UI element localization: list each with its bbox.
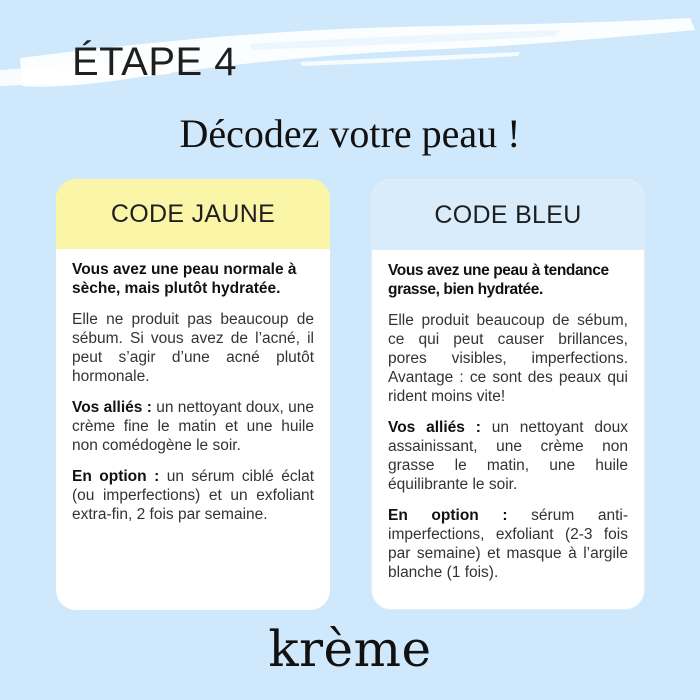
allies-label: Vos alliés : — [72, 399, 152, 416]
option-text: un sérum ciblé éclat (ou imperfections) et un exfoliant extra-fin, 2 fois par semaine. — [72, 468, 314, 523]
allies-text: un nettoyant doux assainissant, une crème non grasse le matin, une huile équilibrante le soir. — [388, 419, 628, 493]
card-option — [72, 467, 314, 524]
card-header: CODE JAUNE — [56, 179, 330, 249]
allies-label: Vos alliés : — [388, 419, 481, 436]
card-body — [372, 250, 644, 582]
card-header: CODE BLEU — [372, 180, 644, 250]
card-option — [388, 506, 628, 582]
option-text: sérum anti-imperfections, exfoliant (2-3 fois par semaine) et masque à l’argile blanche (1 fois). — [388, 507, 628, 581]
option-label: En option : — [388, 507, 508, 524]
option-label: En option : — [72, 468, 160, 485]
page-headline: Décodez votre peau ! — [179, 111, 521, 156]
card-allies — [388, 418, 628, 494]
card-intro: Vous avez une peau à tendance grasse, bien hydratée. — [388, 262, 609, 298]
allies-text: un nettoyant doux, une crème fine le matin et une huile non comédogène le soir. — [72, 399, 314, 454]
card-description: Elle ne produit pas beaucoup de sébum. Si vous avez de l’acné, il peut s’agir d’une acné plutôt hormonale. — [72, 311, 314, 385]
brand-logo: krème — [268, 620, 432, 678]
card-code-jaune — [56, 179, 330, 610]
card-code-bleu — [371, 179, 645, 610]
card-allies — [72, 398, 314, 455]
step-label: ÉTAPE 4 — [72, 40, 238, 84]
card-body — [56, 249, 330, 524]
card-description: Elle produit beaucoup de sébum, ce qui peut causer brillances, pores visibles, imperfections. Avantage : ce sont des peaux qui rident moins vite! — [388, 312, 628, 405]
card-intro: Vous avez une peau normale à sèche, mais plutôt hydratée. — [72, 261, 297, 297]
